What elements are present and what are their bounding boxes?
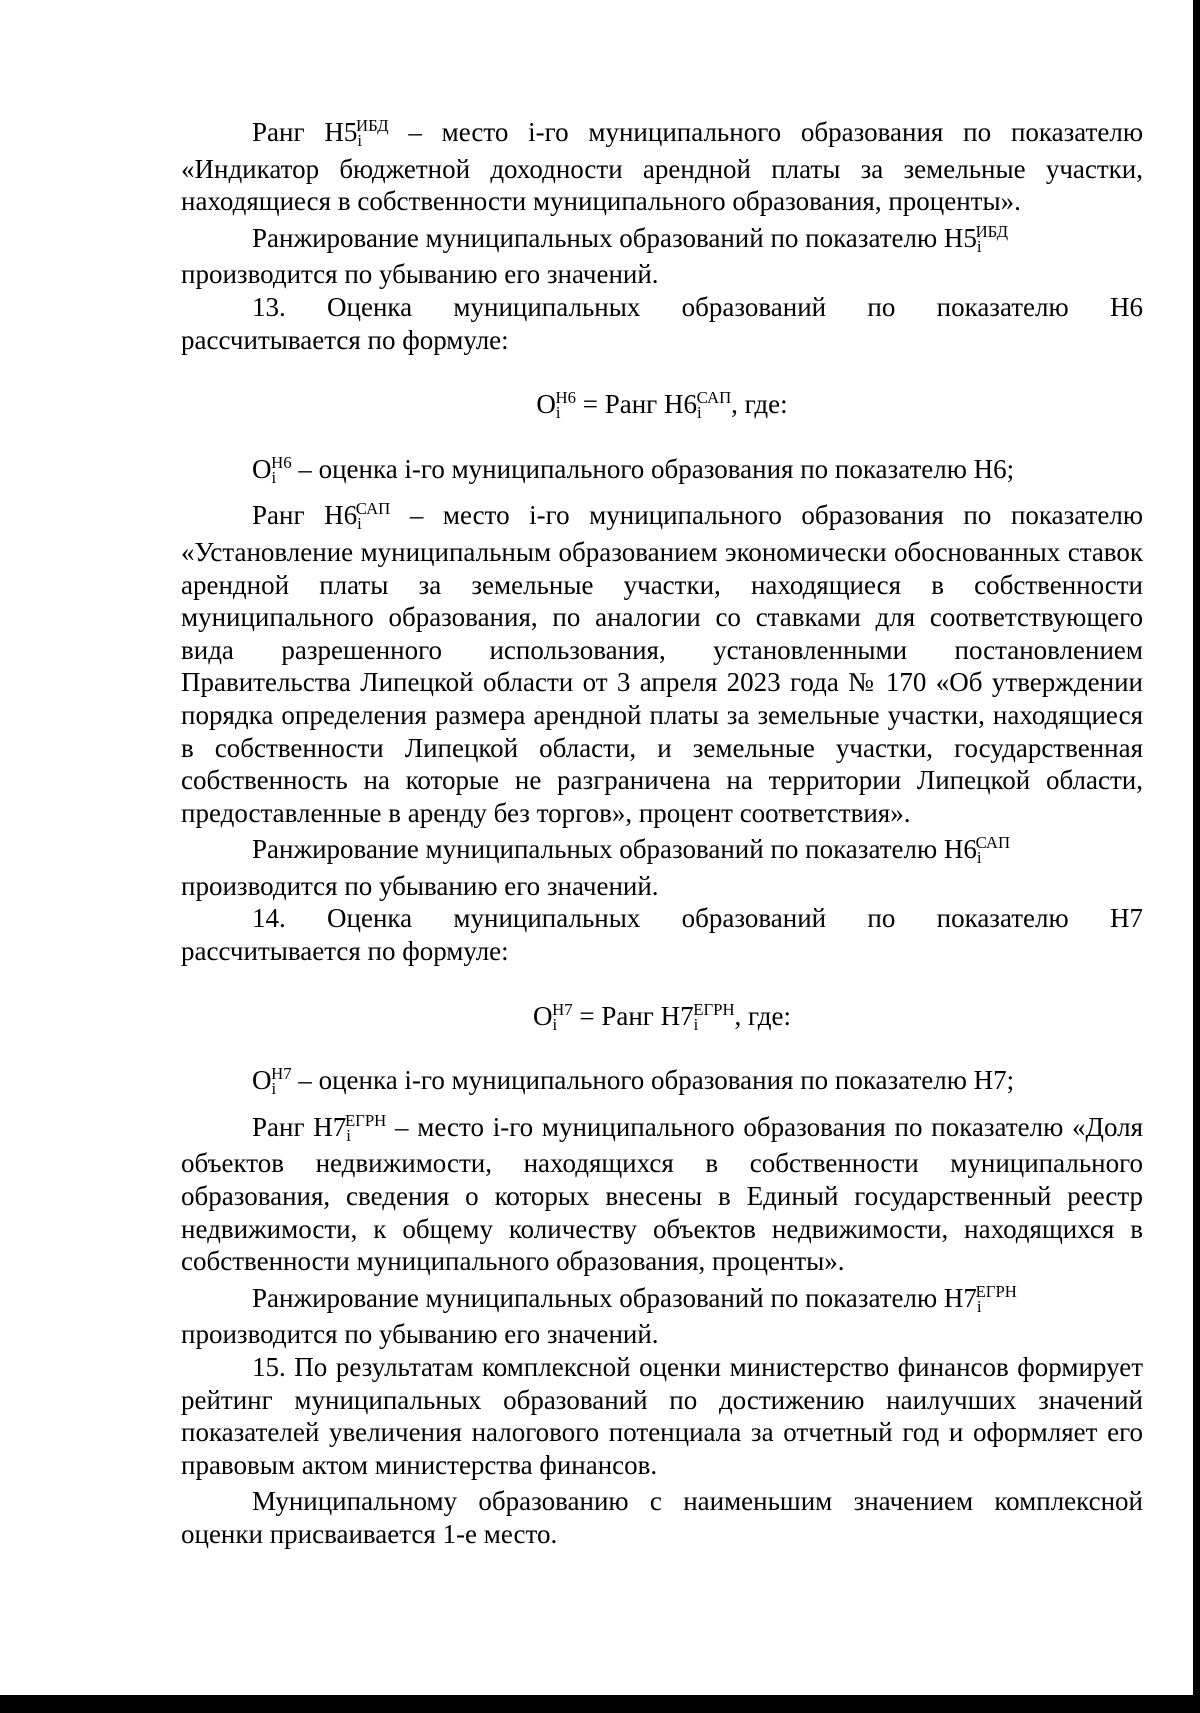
rank-h7-sub: i xyxy=(346,1125,351,1145)
item-14-w6: Н7 xyxy=(1109,903,1143,934)
item-14-w1: Оценка xyxy=(327,903,413,934)
ranking-h7-text: Ранжирование муниципальных образований по показателю Н7 xyxy=(252,1282,977,1313)
paragraph-ranking-h6 xyxy=(181,833,1143,870)
def-h6-o-sup: Н6 xyxy=(271,452,292,472)
paragraph-rank-h6 xyxy=(181,499,1143,829)
item-14-end xyxy=(181,935,1143,968)
rank-h6-sub: i xyxy=(357,514,362,534)
paragraph-ranking-h6-end xyxy=(181,870,1143,903)
item-14-w5: показателю xyxy=(936,903,1069,934)
formula-h7-o: O xyxy=(532,1000,553,1031)
ranking-h6-text: Ранжирование муниципальных образований по показателю Н6 xyxy=(252,834,977,865)
item-15-text: 15. По результатам комплексной оценки министерство финансов формирует рейтинг муниципальных образований по достижению наилучших значений показателей увеличения налогового потенциала за отчетный год и оформляет его правовым актом министерства финансов. xyxy=(181,1352,1143,1480)
item-14-w3: образований xyxy=(681,903,827,934)
item-14-w0: 14. xyxy=(252,903,286,934)
ranking-h7-end: производится по убыванию его значений. xyxy=(181,1319,659,1350)
rank-h6-text: – место i-го муниципального образования по показателю «Установление муниципальным образованием экономически обоснованных ставок арендной платы за земельные участки, находящиеся в собственности муниципального образования, по аналогии со ставками для соответствующего вида разрешенного использования, установленными постановлением Правительства Липецкой области от 3 апреля 2023 года № 170 «Об утверждении порядка определения размера арендной платы за земельные участки, находящиеся в собственности Липецкой области, и земельные участки, государственная собственность на которые не разграничена на территории Липецкой области, предоставленные в аренду без торгов», процент соответствия». xyxy=(181,500,1143,828)
scan-right-border xyxy=(1193,0,1200,1713)
formula-h7-o-sup: Н7 xyxy=(552,999,573,1019)
item-13-end xyxy=(181,324,1143,357)
ranking-h5-sub: i xyxy=(976,236,982,256)
def-h6-text: – оценка i-го муниципального образования по показателю Н6; xyxy=(291,453,1015,484)
formula-h6-r-sub: i xyxy=(697,403,702,423)
rank-h7-prefix: Ранг Н7 xyxy=(252,1111,347,1142)
item-13-w3: образований xyxy=(681,291,827,322)
rank-h5-text: – место i-го муниципального образования по показателю «Индикатор бюджетной доходности арендной платы за земельные участки, находящиеся в собственности муниципального образования, проценты». xyxy=(181,117,1143,217)
rank-h6-prefix: Ранг Н6 xyxy=(252,500,358,531)
rank-h5-prefix: Ранг Н5 xyxy=(252,117,358,147)
def-h7-o: O xyxy=(252,1065,272,1096)
paragraph-ranking-h7-end xyxy=(181,1318,1143,1351)
item-13-w4: по xyxy=(867,291,896,322)
item-14-w2: муниципальных xyxy=(453,903,641,934)
formula-h6-o: O xyxy=(536,389,556,420)
ranking-h5-sup: ИБД xyxy=(975,221,1009,241)
ranking-h6-sup: САП xyxy=(975,833,1011,853)
formula-h7-tail: , где: xyxy=(734,1000,791,1031)
ranking-h7-sup: ЕГРН xyxy=(975,1281,1017,1301)
paragraph-ranking-h5-end xyxy=(181,258,1143,291)
item-14-w4: по xyxy=(867,903,896,934)
formula-h6-eq: = Ранг Н6 xyxy=(576,389,697,420)
paragraph-item-15 xyxy=(181,1351,1143,1481)
paragraph-rank-h7 xyxy=(181,1111,1143,1278)
paragraph-ranking-h5 xyxy=(181,222,1143,259)
formula-h6 xyxy=(181,388,1143,425)
item-13-w6: Н6 xyxy=(1109,291,1143,322)
paragraph-first-place xyxy=(181,1485,1143,1550)
formula-h7-o-sub: i xyxy=(552,1014,558,1034)
rank-h5-sup: ИБД xyxy=(356,116,389,135)
item-14-line xyxy=(181,902,1143,935)
item-13-line xyxy=(181,291,1143,324)
ranking-h6-sub: i xyxy=(976,848,982,868)
ranking-h7-sub: i xyxy=(976,1296,982,1316)
formula-h7-r-sub: i xyxy=(693,1014,699,1034)
formula-h6-tail: , где: xyxy=(731,389,788,420)
formula-h6-o-sub: i xyxy=(555,403,561,423)
def-h6-o-sub: i xyxy=(271,467,277,487)
def-h7-o-sub: i xyxy=(271,1079,277,1099)
rank-h5-sub: i xyxy=(357,131,363,150)
def-h7-text: – оценка i-го муниципального образования по показателю Н7; xyxy=(291,1065,1015,1096)
ranking-h6-end: производится по убыванию его значений. xyxy=(181,870,659,901)
paragraph-rank-h5 xyxy=(181,116,1143,218)
item-14-end-text: рассчитывается по формуле: xyxy=(181,936,509,967)
def-h7-o-sup: Н7 xyxy=(271,1064,292,1084)
rank-h7-sup: ЕГРН xyxy=(344,1110,387,1130)
paragraph-ranking-h7 xyxy=(181,1282,1143,1319)
ranking-h5-end: производится по убыванию его значений. xyxy=(181,259,659,290)
item-13-w2: муниципальных xyxy=(453,291,641,322)
item-13-w0: 13. xyxy=(252,291,286,322)
def-h6-o: O xyxy=(252,453,272,484)
def-o-h7 xyxy=(181,1064,1143,1101)
formula-h6-o-sup: Н6 xyxy=(555,388,576,408)
first-place-text: Муниципальному образованию с наименьшим значением комплексной оценки присваивается 1-е место. xyxy=(181,1486,1143,1549)
item-13-w1: Оценка xyxy=(327,291,413,322)
item-13-end-text: рассчитывается по формуле: xyxy=(181,324,509,355)
formula-h7 xyxy=(181,1000,1143,1037)
formula-h7-eq: = Ранг Н7 xyxy=(572,1000,694,1031)
ranking-h5-text: Ранжирование муниципальных образований по показателю Н5 xyxy=(252,222,977,253)
document-body xyxy=(181,116,1143,1551)
formula-h7-r-sup: ЕГРН xyxy=(693,999,735,1019)
scan-bottom-border xyxy=(0,1695,1200,1713)
item-13-w5: показателю xyxy=(936,291,1069,322)
rank-h7-text: – место i-го муниципального образования по показателю «Доля объектов недвижимости, находящихся в собственности муниципального образования, сведения о которых внесены в Единый государственный реестр недвижимости, к общему количеству объектов недвижимости, находящихся в собственности муниципального образования, проценты». xyxy=(181,1111,1143,1277)
rank-h6-sup: САП xyxy=(355,499,391,519)
def-o-h6 xyxy=(181,453,1143,490)
formula-h6-r-sup: САП xyxy=(696,388,732,408)
